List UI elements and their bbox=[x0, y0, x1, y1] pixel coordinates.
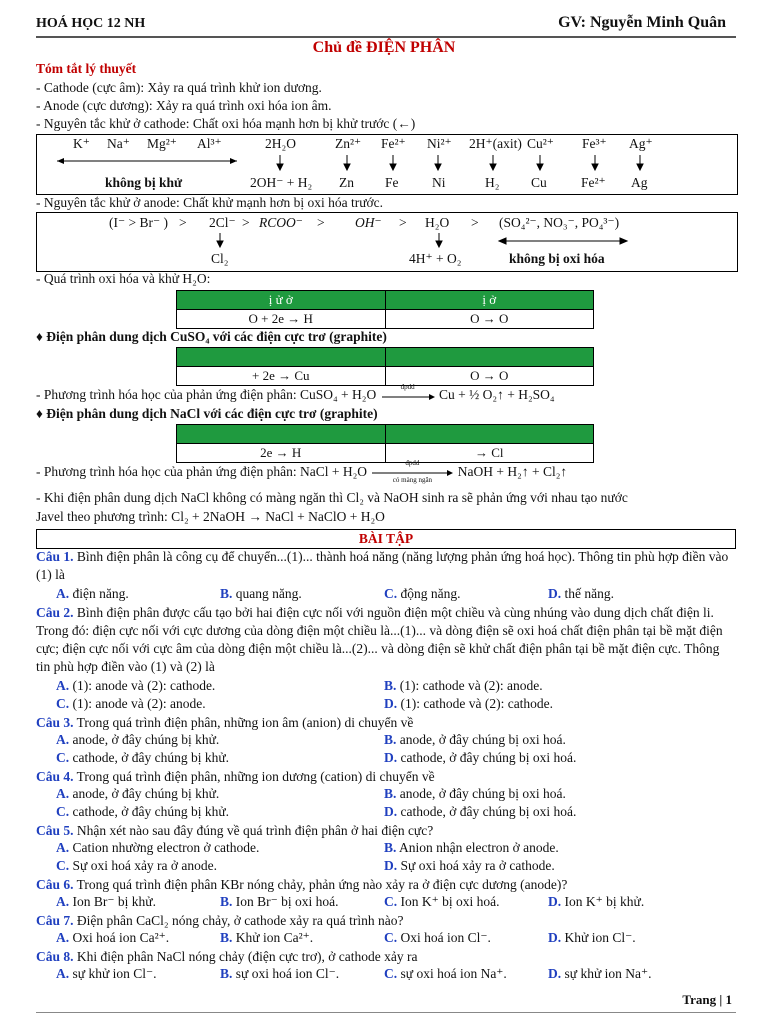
option-text: quang năng. bbox=[235, 586, 302, 601]
question-number: Câu 6. bbox=[36, 877, 74, 892]
option-text: Sự oxi hoá xảy ra ở anode. bbox=[72, 858, 218, 873]
option-letter: A. bbox=[56, 930, 70, 945]
product-h-o2: 4H⁺ + O₂ bbox=[409, 251, 462, 266]
anode-gt-4: > bbox=[399, 215, 407, 230]
cuso4-equation bbox=[36, 382, 555, 403]
question-2 bbox=[36, 604, 736, 676]
option-letter: D. bbox=[384, 858, 398, 873]
ion-k: K⁺ bbox=[73, 136, 90, 151]
not-reduced-label: không bị khử bbox=[105, 175, 183, 190]
option-c[interactable] bbox=[56, 696, 206, 712]
option-letter: C. bbox=[56, 696, 70, 711]
page-title: Chủ đề ĐIỆN PHÂN bbox=[312, 39, 456, 56]
theory-line-3: - Nguyên tắc khử ở cathode: Chất oxi hóa mạnh hơn bị khử trước (←) bbox=[36, 116, 416, 131]
cathode-arrows bbox=[37, 153, 737, 175]
option-text: (1): cathode và (2): cathode. bbox=[400, 696, 554, 711]
water-table-cell-1: O + 2e → H bbox=[177, 310, 386, 329]
option-letter: D. bbox=[548, 894, 562, 909]
javel-line-2: Javel theo phương trình: Cl₂ + 2NaOH → NaCl + NaClO + H₂O bbox=[36, 509, 385, 524]
nacl-eq-arrow bbox=[370, 458, 454, 484]
option-text: cathode, ở đây chúng bị khử. bbox=[72, 804, 230, 819]
option-letter: C. bbox=[384, 894, 398, 909]
option-text: sự khử ion Cl⁻. bbox=[72, 966, 157, 981]
option-text: Ion K⁺ bị khử. bbox=[564, 894, 645, 909]
anode-oh: OH⁻ bbox=[355, 215, 382, 230]
product-fe2: Fe²⁺ bbox=[581, 175, 606, 190]
option-letter: C. bbox=[384, 586, 398, 601]
species-h2o: 2H₂O bbox=[265, 136, 296, 151]
exercises-title: BÀI TẬP bbox=[36, 529, 736, 549]
option-a[interactable] bbox=[56, 894, 156, 910]
option-letter: D. bbox=[548, 586, 562, 601]
cathode-reduction-box bbox=[36, 134, 738, 195]
option-text: Ion Br⁻ bị oxi hoá. bbox=[235, 894, 339, 909]
option-c[interactable] bbox=[384, 966, 507, 982]
cathode-products-row bbox=[37, 175, 737, 193]
option-text: điện năng. bbox=[72, 586, 129, 601]
option-text: cathode, ở đây chúng bị oxi hoá. bbox=[400, 804, 577, 819]
footer-rule bbox=[36, 1012, 736, 1013]
ion-na: Na⁺ bbox=[107, 136, 130, 151]
option-b[interactable] bbox=[220, 894, 339, 910]
option-a[interactable] bbox=[56, 786, 219, 802]
option-text: Cation nhường electron ở cathode. bbox=[72, 840, 260, 855]
option-letter: A. bbox=[56, 586, 70, 601]
option-letter: D. bbox=[384, 696, 398, 711]
option-d[interactable] bbox=[384, 750, 576, 766]
option-text: Ion Br⁻ bị khử. bbox=[72, 894, 156, 909]
option-a[interactable] bbox=[56, 930, 169, 946]
anode-gt-3: > bbox=[317, 215, 325, 230]
option-text: Anion nhận electron ở anode. bbox=[399, 840, 559, 855]
product-fe: Fe bbox=[385, 175, 399, 190]
option-text: động năng. bbox=[400, 586, 461, 601]
nacl-eq-suffix: NaOH + H₂↑ + Cl₂↑ bbox=[457, 464, 568, 479]
question-text: Trong quá trình điện phân KBr nóng chảy, phản ứng nào xảy ra ở điện cực dương (anode)? bbox=[76, 877, 568, 892]
option-c[interactable] bbox=[384, 586, 461, 602]
question-text: Nhận xét nào sau đây đúng về quá trình điện phân ở hai điện cực? bbox=[76, 823, 434, 838]
cuso4-table-head-1 bbox=[177, 348, 386, 367]
anode-cl: 2Cl⁻ bbox=[209, 215, 236, 230]
option-c[interactable] bbox=[56, 804, 229, 820]
option-b[interactable] bbox=[384, 678, 543, 694]
cuso4-table-cell-2: O → O bbox=[385, 367, 594, 386]
option-letter: A. bbox=[56, 678, 70, 693]
option-letter: C. bbox=[56, 804, 70, 819]
anode-oxoanions: (SO₄²⁻, NO₃⁻, PO₄³⁻) bbox=[499, 215, 620, 230]
option-text: thế năng. bbox=[564, 586, 614, 601]
option-letter: B. bbox=[384, 732, 397, 747]
option-letter: A. bbox=[56, 966, 70, 981]
option-letter: D. bbox=[384, 750, 398, 765]
option-d[interactable] bbox=[384, 804, 576, 820]
anode-oxidation-box bbox=[36, 212, 738, 272]
anode-rcoo: RCOO⁻ bbox=[259, 215, 303, 230]
option-d[interactable] bbox=[384, 696, 553, 712]
cuso4-table-head-2 bbox=[385, 348, 594, 367]
ion-cu: Cu²⁺ bbox=[527, 136, 554, 151]
option-letter: C. bbox=[384, 930, 398, 945]
cuso4-eq-arrow bbox=[380, 382, 436, 403]
ion-ni: Ni²⁺ bbox=[427, 136, 452, 151]
anode-gt-5: > bbox=[471, 215, 479, 230]
question-number: Câu 5. bbox=[36, 823, 74, 838]
option-text: cathode, ở đây chúng bị oxi hoá. bbox=[400, 750, 577, 765]
option-d[interactable] bbox=[548, 930, 636, 946]
option-letter: B. bbox=[384, 678, 397, 693]
question-number: Câu 3. bbox=[36, 715, 74, 730]
water-table-head-2: ị ở bbox=[385, 291, 594, 310]
product-h2: H₂ bbox=[485, 175, 500, 190]
header-rule bbox=[36, 36, 736, 38]
option-b[interactable] bbox=[384, 732, 566, 748]
question-5 bbox=[36, 822, 736, 840]
page-number: Trang | 1 bbox=[682, 992, 732, 1007]
ion-al: Al³⁺ bbox=[197, 136, 222, 151]
nacl-table-cell-1: 2e → H bbox=[177, 444, 386, 463]
option-text: Oxi hoá ion Cl⁻. bbox=[400, 930, 491, 945]
water-redox-table bbox=[176, 290, 594, 329]
option-b[interactable] bbox=[384, 840, 559, 856]
option-c[interactable] bbox=[384, 930, 491, 946]
option-letter: B. bbox=[220, 894, 233, 909]
option-letter: A. bbox=[56, 894, 70, 909]
product-cl2: Cl₂ bbox=[211, 251, 229, 266]
water-table-cell-2: O → O bbox=[385, 310, 594, 329]
question-text: Trong quá trình điện phân, những ion âm (anion) di chuyển về bbox=[76, 715, 414, 730]
option-letter: B. bbox=[384, 840, 397, 855]
option-letter: C. bbox=[384, 966, 398, 981]
option-text: anode, ở đây chúng bị oxi hoá. bbox=[399, 732, 566, 747]
product-zn: Zn bbox=[339, 175, 354, 190]
question-number: Câu 4. bbox=[36, 769, 74, 784]
option-letter: C. bbox=[56, 858, 70, 873]
product-cu: Cu bbox=[531, 175, 547, 190]
option-d[interactable] bbox=[548, 586, 614, 602]
question-text: Khi điện phân NaCl nóng chảy (điện cực trơ), ở cathode xảy ra bbox=[76, 949, 418, 964]
option-text: anode, ở đây chúng bị khử. bbox=[72, 732, 220, 747]
nacl-eq-prefix: - Phương trình hóa học của phản ứng điện phân: NaCl + H₂O bbox=[36, 464, 368, 479]
question-number: Câu 1. bbox=[36, 549, 74, 564]
option-text: Sự oxi hoá xảy ra ở cathode. bbox=[400, 858, 555, 873]
product-ni: Ni bbox=[432, 175, 446, 190]
option-letter: B. bbox=[220, 930, 233, 945]
option-b[interactable] bbox=[220, 966, 339, 982]
option-letter: A. bbox=[56, 786, 70, 801]
anode-rule: - Nguyên tắc khử ở anode: Chất khử mạnh hơn bị oxi hóa trước. bbox=[36, 195, 384, 210]
anode-gt-2: > bbox=[242, 215, 250, 230]
not-oxidized-label: không bị oxi hóa bbox=[509, 251, 605, 266]
theory-line-2: - Anode (cực dương): Xảy ra quá trình oxi hóa ion âm. bbox=[36, 98, 332, 113]
option-a[interactable] bbox=[56, 840, 259, 856]
option-letter: B. bbox=[384, 786, 397, 801]
option-a[interactable] bbox=[56, 732, 219, 748]
ion-mg: Mg²⁺ bbox=[147, 136, 177, 151]
option-b[interactable] bbox=[384, 786, 566, 802]
option-letter: A. bbox=[56, 732, 70, 747]
cuso4-heading: ♦ Điện phân dung dịch CuSO₄ với các điện cực trơ (graphite) bbox=[36, 329, 387, 344]
option-letter: D. bbox=[548, 966, 562, 981]
water-table-head-1: ị ử ở bbox=[177, 291, 386, 310]
anode-products-row bbox=[37, 251, 737, 269]
option-a[interactable] bbox=[56, 966, 157, 982]
ion-fe2: Fe²⁺ bbox=[381, 136, 406, 151]
ion-ag: Ag⁺ bbox=[629, 136, 653, 151]
question-text: Bình điện phân được cấu tạo bởi hai điện cực nối với nguồn điện một chiều và cùng nhúng vào dung dịch chất điện li. Trong đó: điện cực nối với cực dương của dòng điện một chiều là...(1)... và dòng điện sẽ oxi hoá chất điện phân tại bề mặt điện cực; điện cực nối với cực âm của dòng điện một chiều là...(2)... và dòng điện sẽ khử chất điện phân tại bề mặt điện cực. Thông tin phù hợp điền vào (1) và (2) là bbox=[36, 605, 723, 674]
question-6 bbox=[36, 876, 736, 894]
option-text: (1): anode và (2): anode. bbox=[72, 696, 206, 711]
cuso4-eq-prefix: - Phương trình hóa học của phản ứng điện phân: CuSO₄ + H₂O bbox=[36, 387, 377, 402]
question-text: Điện phân CaCl₂ nóng chảy, ở cathode xảy ra quá trình nào? bbox=[76, 913, 404, 928]
product-ag: Ag bbox=[631, 175, 648, 190]
question-number: Câu 8. bbox=[36, 949, 74, 964]
header-right: GV: Nguyễn Minh Quân bbox=[558, 14, 726, 31]
question-7 bbox=[36, 912, 736, 930]
nacl-table-head-1 bbox=[177, 425, 386, 444]
cuso4-eq-suffix: Cu + ½ O₂↑ + H₂SO₄ bbox=[439, 387, 555, 402]
option-d[interactable] bbox=[384, 858, 555, 874]
option-c[interactable] bbox=[384, 894, 500, 910]
question-3 bbox=[36, 714, 736, 732]
cuso4-table bbox=[176, 347, 594, 386]
header-left: HOÁ HỌC 12 NH bbox=[36, 16, 146, 31]
nacl-table bbox=[176, 424, 594, 463]
nacl-eq-over: đpdd bbox=[405, 458, 420, 467]
option-text: Oxi hoá ion Ca²⁺. bbox=[72, 930, 170, 945]
nacl-heading: ♦ Điện phân dung dịch NaCl với các điện cực trơ (graphite) bbox=[36, 406, 378, 421]
option-text: Khử ion Cl⁻. bbox=[564, 930, 636, 945]
option-a[interactable] bbox=[56, 678, 215, 694]
option-text: sự khử ion Na⁺. bbox=[564, 966, 652, 981]
nacl-table-head-2 bbox=[385, 425, 594, 444]
question-number: Câu 2. bbox=[36, 605, 74, 620]
option-text: Khử ion Ca²⁺. bbox=[235, 930, 314, 945]
question-text: Bình điện phân là công cụ để chuyển...(1)... thành hoá năng (năng lượng phản ứng hoá học). Thông tin phù hợp điền vào (1) là bbox=[36, 549, 729, 582]
anode-h2o: H₂O bbox=[425, 215, 450, 230]
option-letter: D. bbox=[384, 804, 398, 819]
option-letter: C. bbox=[56, 750, 70, 765]
option-text: sự oxi hoá ion Na⁺. bbox=[400, 966, 507, 981]
question-number: Câu 7. bbox=[36, 913, 74, 928]
question-text: Trong quá trình điện phân, những ion dương (cation) di chuyển về bbox=[76, 769, 435, 784]
anode-i-br: (I⁻ > Br⁻ ) bbox=[109, 215, 168, 230]
option-text: Ion K⁺ bị oxi hoá. bbox=[400, 894, 500, 909]
option-text: sự oxi hoá ion Cl⁻. bbox=[235, 966, 340, 981]
ion-h-acid: 2H⁺(axit) bbox=[469, 136, 522, 151]
option-c[interactable] bbox=[56, 750, 229, 766]
anode-arrows bbox=[37, 231, 737, 251]
option-b[interactable] bbox=[220, 930, 313, 946]
water-process-label: - Quá trình oxi hóa và khử H₂O: bbox=[36, 271, 211, 286]
option-letter: D. bbox=[548, 930, 562, 945]
option-text: anode, ở đây chúng bị khử. bbox=[72, 786, 220, 801]
cuso4-eq-over: đpdd bbox=[400, 382, 415, 391]
question-8 bbox=[36, 948, 736, 966]
option-text: (1): cathode và (2): anode. bbox=[399, 678, 543, 693]
option-a[interactable] bbox=[56, 586, 129, 602]
ion-fe3: Fe³⁺ bbox=[582, 136, 607, 151]
theory-line-1: - Cathode (cực âm): Xảy ra quá trình khử ion dương. bbox=[36, 80, 322, 95]
option-letter: A. bbox=[56, 840, 70, 855]
ion-zn: Zn²⁺ bbox=[335, 136, 362, 151]
question-4 bbox=[36, 768, 736, 786]
cuso4-table-cell-1: + 2e → Cu bbox=[177, 367, 386, 386]
javel-line-1: - Khi điện phân dung dịch NaCl không có màng ngăn thì Cl₂ và NaOH sinh ra sẽ phản ứng với nhau tạo nước bbox=[36, 490, 628, 505]
nacl-equation bbox=[36, 458, 568, 484]
summary-heading: Tóm tắt lý thuyết bbox=[36, 61, 137, 76]
cathode-ions-row bbox=[37, 136, 737, 154]
option-d[interactable] bbox=[548, 894, 644, 910]
option-d[interactable] bbox=[548, 966, 652, 982]
option-text: anode, ở đây chúng bị oxi hoá. bbox=[399, 786, 566, 801]
nacl-table-cell-2: → Cl bbox=[385, 444, 594, 463]
question-1 bbox=[36, 548, 736, 584]
option-c[interactable] bbox=[56, 858, 217, 874]
option-letter: B. bbox=[220, 586, 233, 601]
option-letter: B. bbox=[220, 966, 233, 981]
option-text: (1): anode và (2): cathode. bbox=[72, 678, 216, 693]
anode-gt-1: > bbox=[179, 215, 187, 230]
option-b[interactable] bbox=[220, 586, 302, 602]
product-oh-h2: 2OH⁻ + H₂ bbox=[250, 175, 313, 190]
nacl-eq-under: có màng ngăn bbox=[392, 475, 433, 484]
option-text: cathode, ở đây chúng bị khử. bbox=[72, 750, 230, 765]
